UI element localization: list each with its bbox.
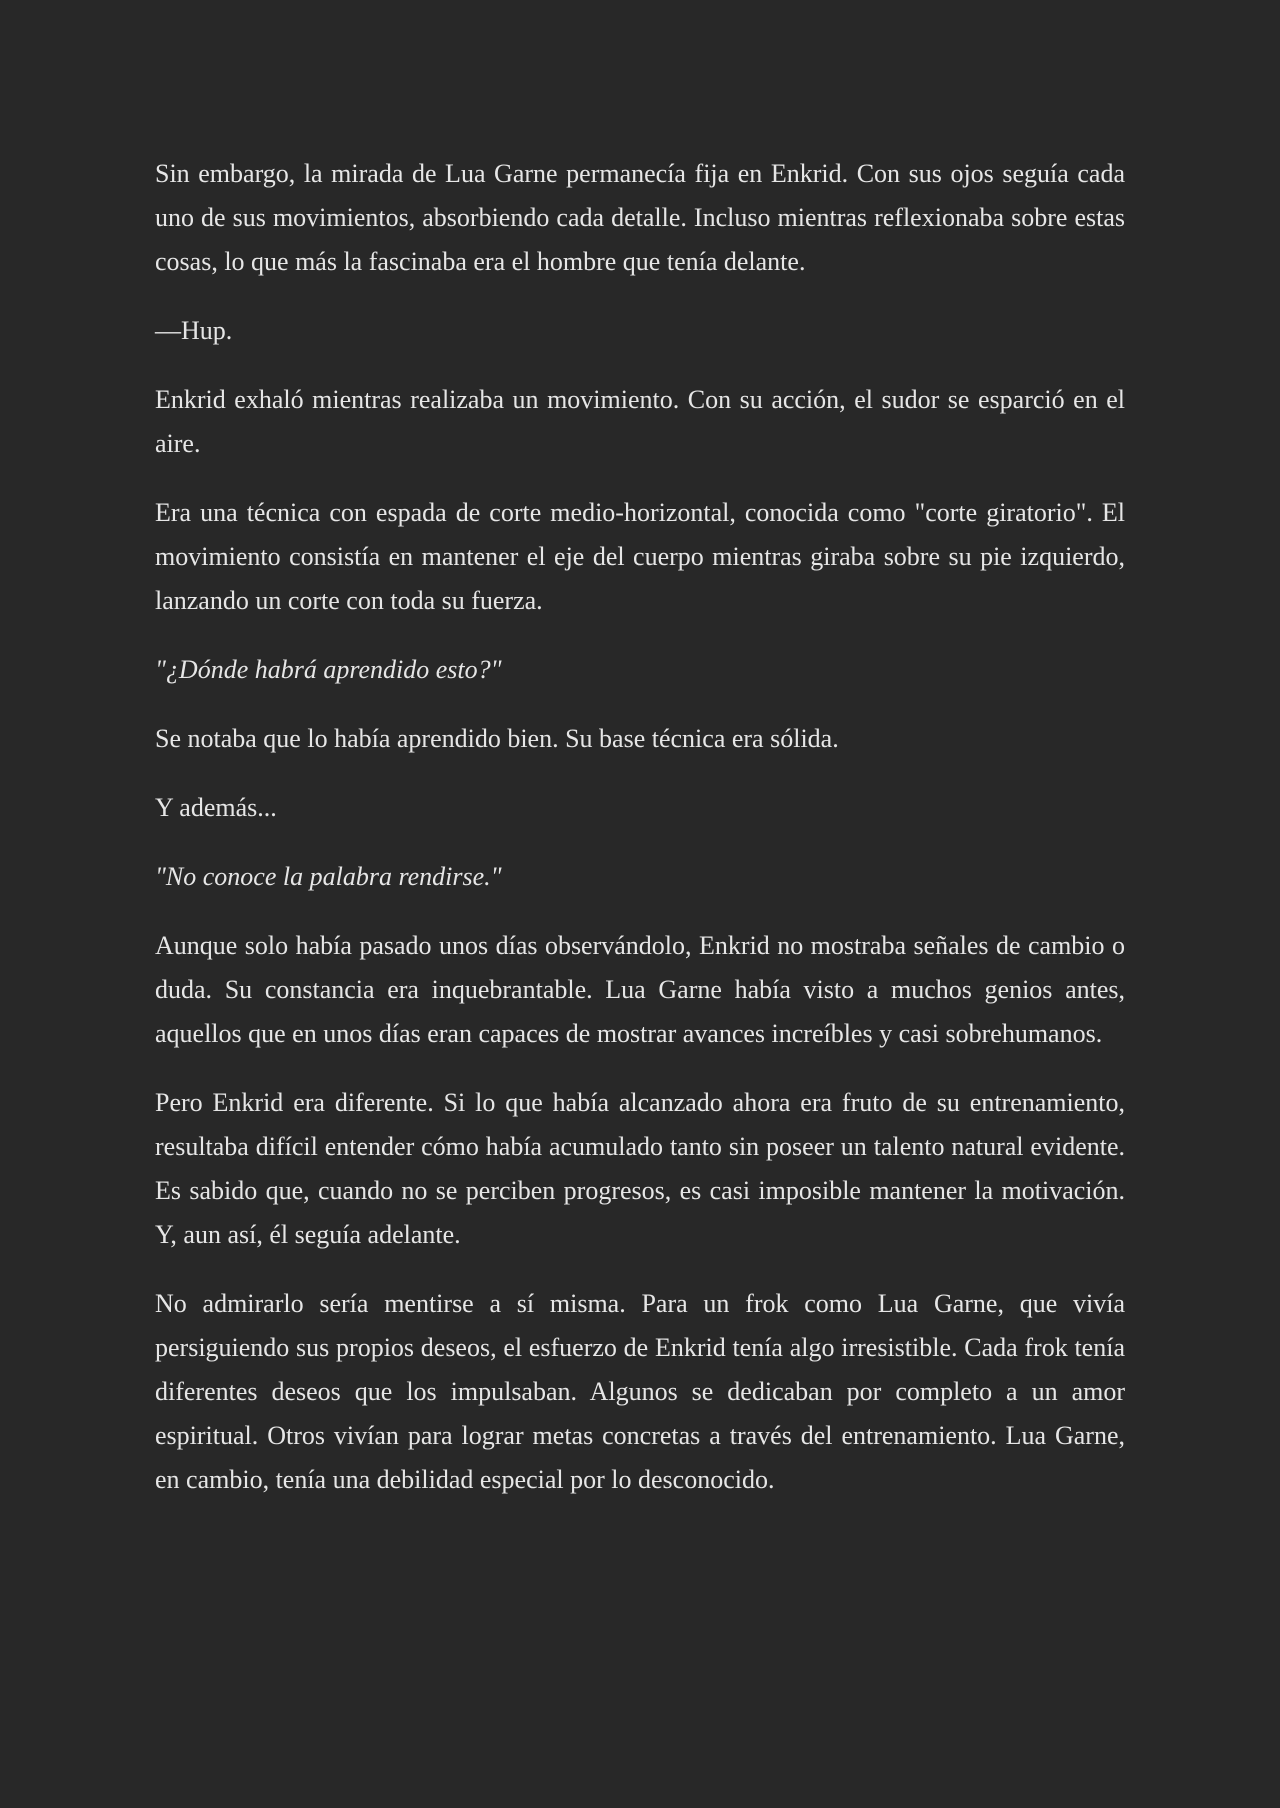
paragraph-5-thought: "¿Dónde habrá aprendido esto?" [155,655,502,684]
paragraph-7: Y además... [155,793,277,822]
paragraph-10: Pero Enkrid era diferente. Si lo que había alcanzado ahora era fruto de su entrenamiento, resultaba difícil entender cómo había acumulado tanto sin poseer un talento natural evidente. Es sabido que, cuando no se perciben progresos, es casi imposible mantener la motivación. Y, aun así, él seguía adelante. [155,1088,1125,1249]
paragraph-6: Se notaba que lo había aprendido bien. Su base técnica era sólida. [155,724,839,753]
paragraph-11: No admirarlo sería mentirse a sí misma. Para un frok como Lua Garne, que vivía persiguiendo sus propios deseos, el esfuerzo de Enkrid tenía algo irresistible. Cada frok tenía diferentes deseos que los impulsaban. Algunos se dedicaban por completo a un amor espiritual. Otros vivían para lograr metas concretas a través del entrenamiento. Lua Garne, en cambio, tenía una debilidad especial por lo desconocido. [155,1289,1125,1494]
paragraph-3: Enkrid exhaló mientras realizaba un movimiento. Con su acción, el sudor se esparció en el aire. [155,385,1125,458]
paragraph-2: —Hup. [155,316,233,345]
paragraph-8-thought: "No conoce la palabra rendirse." [155,862,502,891]
paragraph-9: Aunque solo había pasado unos días observándolo, Enkrid no mostraba señales de cambio o duda. Su constancia era inquebrantable. Lua Garne había visto a muchos genios antes, aquellos que en unos días eran capaces de mostrar avances increíbles y casi sobrehumanos. [155,931,1125,1048]
paragraph-1: Sin embargo, la mirada de Lua Garne permanecía fija en Enkrid. Con sus ojos seguía cada uno de sus movimientos, absorbiendo cada detalle. Incluso mientras reflexionaba sobre estas cosas, lo que más la fascinaba era el hombre que tenía delante. [155,159,1125,276]
paragraph-4: Era una técnica con espada de corte medio-horizontal, conocida como "corte giratorio". El movimiento consistía en mantener el eje del cuerpo mientras giraba sobre su pie izquierdo, lanzando un corte con toda su fuerza. [155,498,1125,615]
